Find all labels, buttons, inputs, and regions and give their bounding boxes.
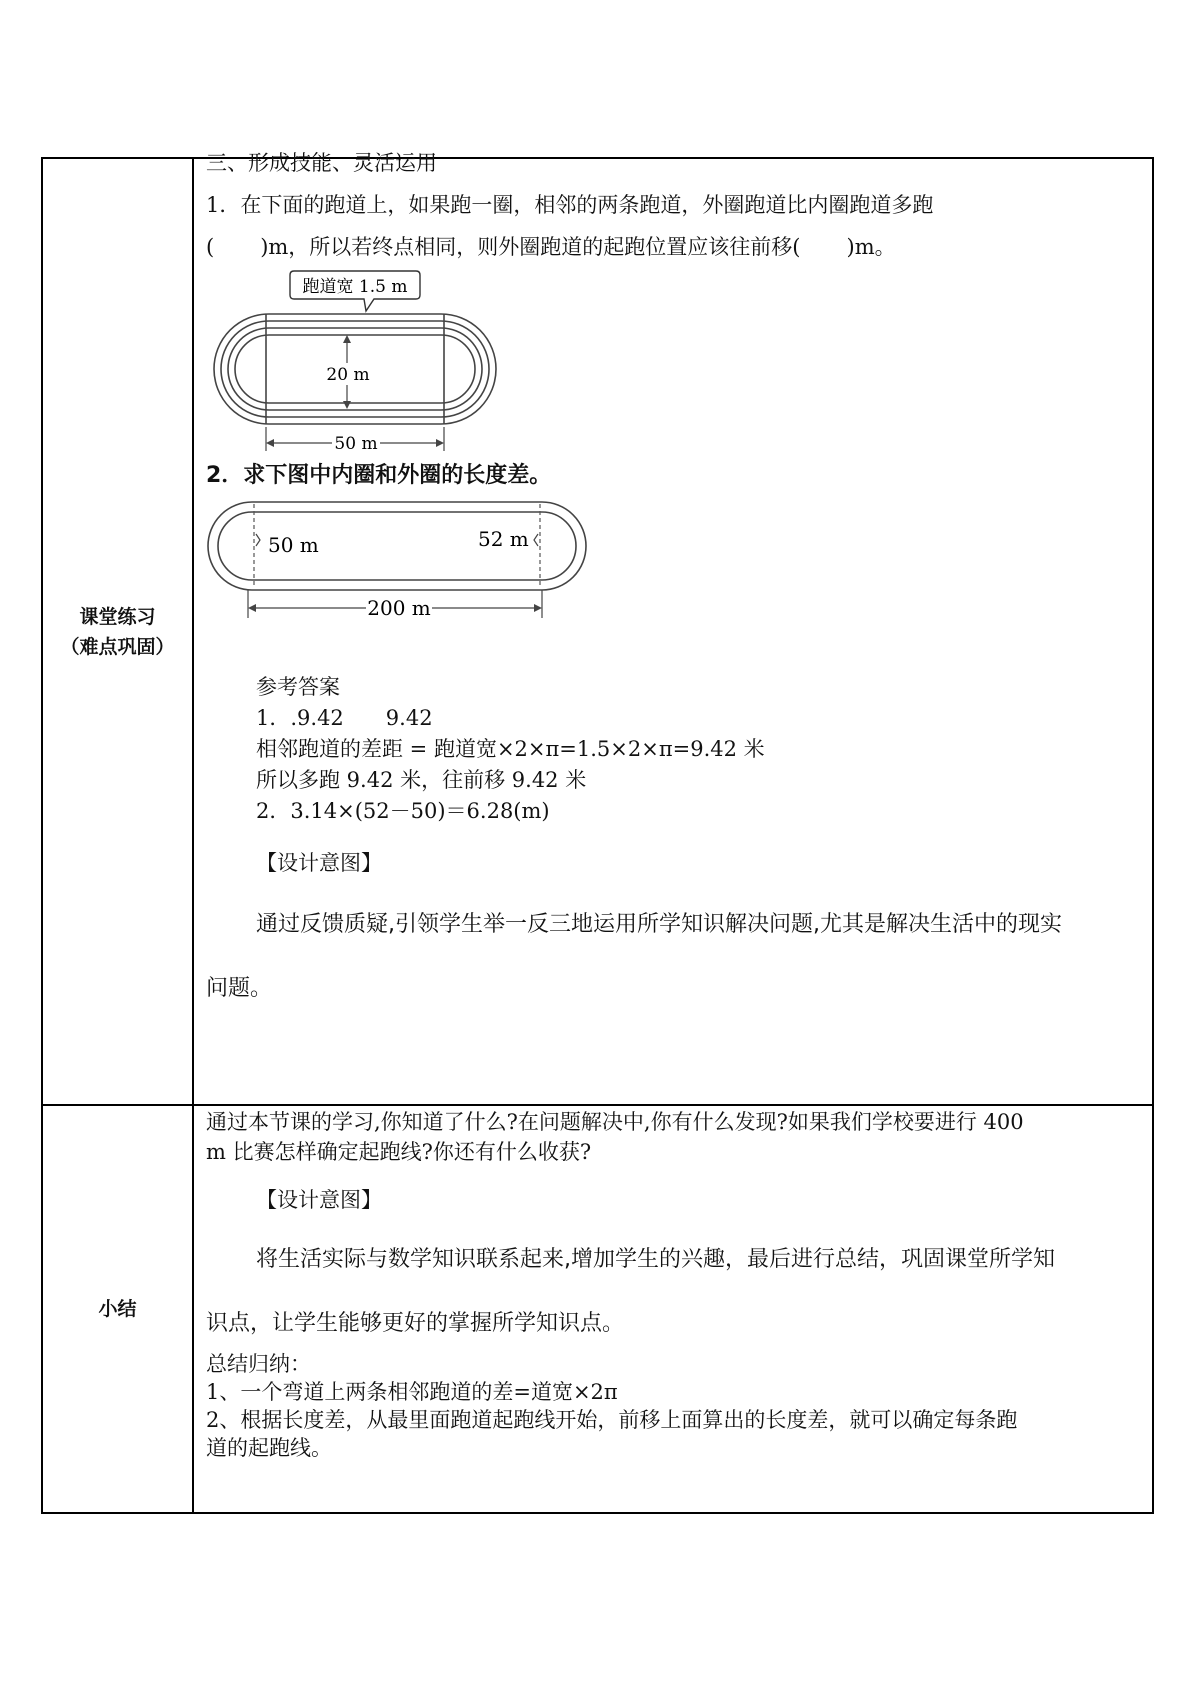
design-intent-title: 【设计意图】 (256, 851, 382, 875)
summary-content-cell (193, 1105, 1153, 1513)
practice-label: 课堂练习 (79, 605, 156, 628)
question-2: 2．求下图中内圈和外圈的长度差。 (206, 463, 552, 488)
design-intent-line-2: 问题。 (206, 976, 273, 1001)
track-width-callout: 跑道宽 1.5 m (302, 277, 408, 297)
outer-length-label: 52 m (478, 527, 529, 551)
summary-design-line-2: 识点，让学生能够更好的掌握所学知识点。 (206, 1311, 625, 1336)
practice-sublabel: （难点巩固） (60, 635, 175, 658)
question-1-end: )m。 (846, 235, 896, 259)
summary-design-line-1: 将生活实际与数学知识联系起来,增加学生的兴趣，最后进行总结，巩固课堂所学知 (256, 1247, 1055, 1272)
summary-intro-line-1: 通过本节课的学习,你知道了什么?在问题解决中,你有什么发现?如果我们学校要进行 400 (206, 1110, 1024, 1134)
conclusion-point-1: 1、一个弯道上两条相邻跑道的差=道宽×2π (206, 1380, 618, 1404)
summary-design-title: 【设计意图】 (256, 1188, 382, 1212)
inner-length-label: 50 m (268, 533, 319, 557)
question-1-line-1: 1．在下面的跑道上，如果跑一圈，相邻的两条跑道，外圈跑道比内圈跑道多跑 (206, 193, 934, 217)
track-figure-2 (206, 500, 596, 618)
conclusion-point-2-line-2: 道的起跑线。 (206, 1436, 332, 1460)
practice-row (42, 158, 1153, 1105)
answer-line-1: 1．.9.42 9.42 (256, 706, 433, 730)
section-heading: 三、形成技能、灵活运用 (206, 151, 437, 175)
height-label: 20 m (326, 365, 370, 385)
summary-row (42, 1105, 1153, 1513)
track-figure-1 (206, 267, 506, 452)
question-1-middle: )m，所以若终点相同，则外圈跑道的起跑位置应该往前移( (260, 235, 801, 259)
answer-title: 参考答案 (256, 675, 340, 699)
straight-length-label: 200 m (367, 596, 431, 618)
summary-intro-line-2: m 比赛怎样确定起跑线?你还有什么收获? (206, 1140, 592, 1164)
summary-label-cell (42, 1105, 193, 1513)
practice-label-cell (42, 158, 193, 1105)
length-label: 50 m (334, 434, 378, 452)
summary-label: 小结 (98, 1298, 137, 1320)
blank-open-1: ( (206, 235, 215, 259)
practice-content-cell (193, 151, 1153, 1105)
conclusion-title: 总结归纳： (206, 1352, 311, 1376)
conclusion-point-2-line-1: 2、根据长度差，从最里面跑道起跑线开始，前移上面算出的长度差，就可以确定每条跑 (206, 1408, 1018, 1432)
lesson-table (41, 151, 1154, 1514)
design-intent-line-1: 通过反馈质疑,引领学生举一反三地运用所学知识解决问题,尤其是解决生活中的现实 (256, 912, 1062, 937)
question-1-line-2 (206, 233, 1140, 261)
answer-line-2: 相邻跑道的差距 = 跑道宽×2×π=1.5×2×π=9.42 米 (256, 737, 765, 761)
answer-line-4: 2．3.14×(52－50)＝6.28(m) (256, 799, 550, 823)
answer-line-3: 所以多跑 9.42 米，往前移 9.42 米 (256, 768, 587, 792)
